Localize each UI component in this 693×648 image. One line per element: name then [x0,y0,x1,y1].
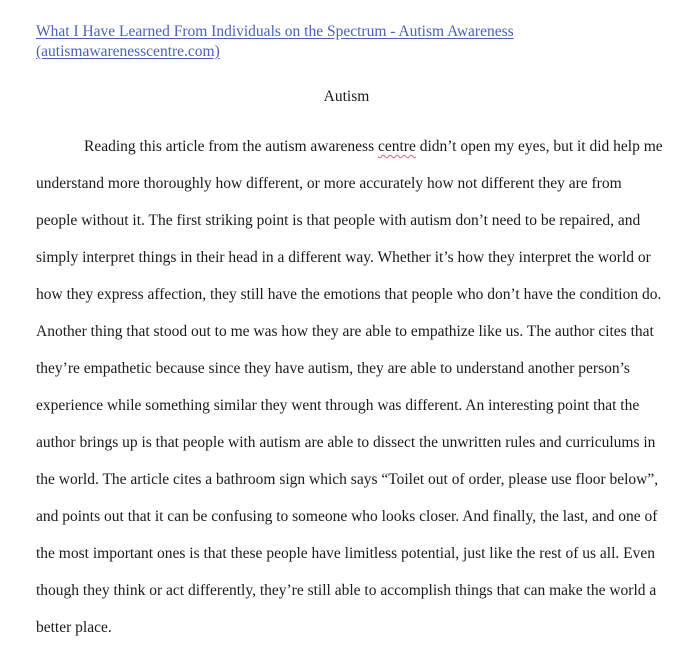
body-text [36,128,664,646]
reference-link-block [36,22,676,62]
body-paragraph [36,128,664,646]
document-title: Autism [323,88,370,105]
spellcheck-flagged-word[interactable]: centre [377,138,416,155]
body-text-part1: Reading this article from the autism awareness [84,138,378,155]
reference-link-source[interactable]: (autismawarenesscentre.com) [36,43,220,60]
reference-link-title[interactable]: What I Have Learned From Individuals on the Spectrum - Autism Awareness [36,23,514,40]
body-text-part2: didn’t open my eyes, but it did help me understand more thoroughly how different, or more accurately how not different they are from people without it. The first striking point is that people with autism don’t need to be repaired, and simply interpret things in their head in a different way. Whether it’s how they interpret the world or how they express affection, they still have the emotions that people who don’t have the condition do. Another thing that stood out to me was how they are able to empathize like us. The author cites that they’re empathetic because since they have autism, they are able to understand another person’s experience while something similar they went through was different. An interesting point that the author brings up is that people with autism are able to dissect the unwritten rules and curriculums in the world. The article cites a bathroom sign which says “Toilet out of order, please use floor below”, and points out that it can be confusing to someone who looks closer. And finally, the last, and one of the most important ones is that these people have limitless potential, just like the rest of us all. Even though they think or act differently, they’re still able to accomplish things that can make the world a better place. [36,138,663,636]
